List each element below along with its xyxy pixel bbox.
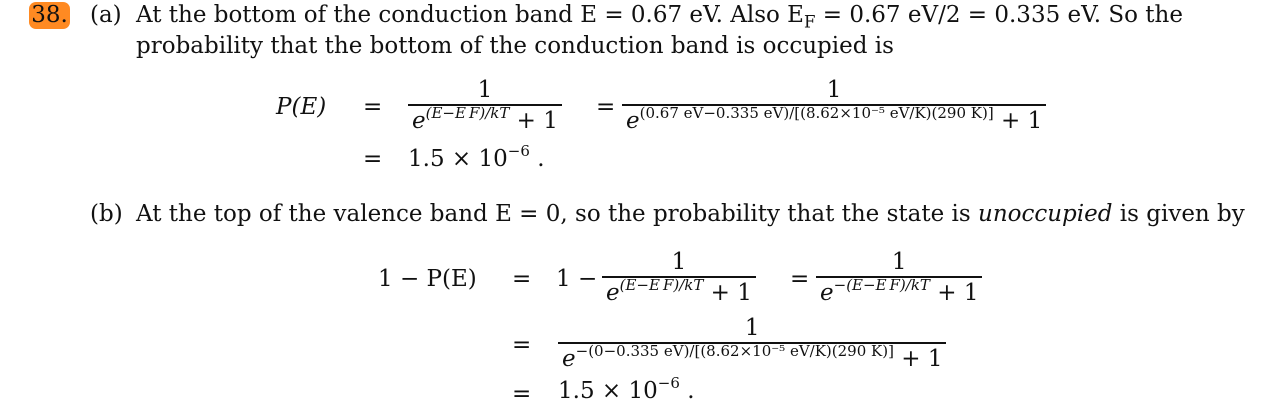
part-a-label: (a) xyxy=(90,2,122,28)
part-b-equals-2: = xyxy=(512,332,532,358)
part-b-equals-3: = xyxy=(512,381,532,407)
part-a-equals-2: = xyxy=(363,146,383,172)
part-a-fraction-2: 1 $e^{(0.67 eV-0.335 eV)/[(8.62\times 10^{-5} eV/K)(290 K)]} + 1$ xyxy=(622,76,1046,138)
part-b-fraction-3: 1 $e^{-(0-0.335 eV)/[(8.62\times 10^{-5} eV/K)(290 K)]} + 1$ xyxy=(558,314,946,376)
part-b-line-1: At the top of the valence band E = 0, so the probability that the state is unoccupied is given by xyxy=(136,201,1245,227)
part-b-fraction-1: 1 $e^{(E-E F)/kT} + 1$ xyxy=(602,248,756,310)
part-a-fraction-1: 1 $e^{(E-E F)/kT} + 1$ xyxy=(408,76,562,138)
part-a-lhs: P(E) xyxy=(276,94,327,120)
part-b-fraction-2: 1 $e^{-(E-E F)/kT} + 1$ xyxy=(816,248,982,310)
part-b-label: (b) xyxy=(90,201,123,227)
part-a-equals-mid: = xyxy=(596,94,616,120)
part-b-one-minus: 1 − xyxy=(556,266,598,292)
part-b-result: $1.5 \times 10^{-6}$ . xyxy=(558,374,695,404)
part-b-equals-mid: = xyxy=(790,266,810,292)
problem-number-badge: 38. xyxy=(29,2,70,29)
part-a-line-1: At the bottom of the conduction band E = 0.67 eV. Also $E_F = 0.67$ eV/2 = 0.335 eV. So the xyxy=(136,2,1183,32)
part-a-equals-1: = xyxy=(363,94,383,120)
part-b-equals-1: = xyxy=(512,266,532,292)
part-a-result: $1.5 \times 10^{-6}$ . xyxy=(408,142,545,172)
part-b-lhs: 1 − P(E) xyxy=(378,266,477,292)
part-a-line-2: probability that the bottom of the conduction band is occupied is xyxy=(136,33,894,59)
